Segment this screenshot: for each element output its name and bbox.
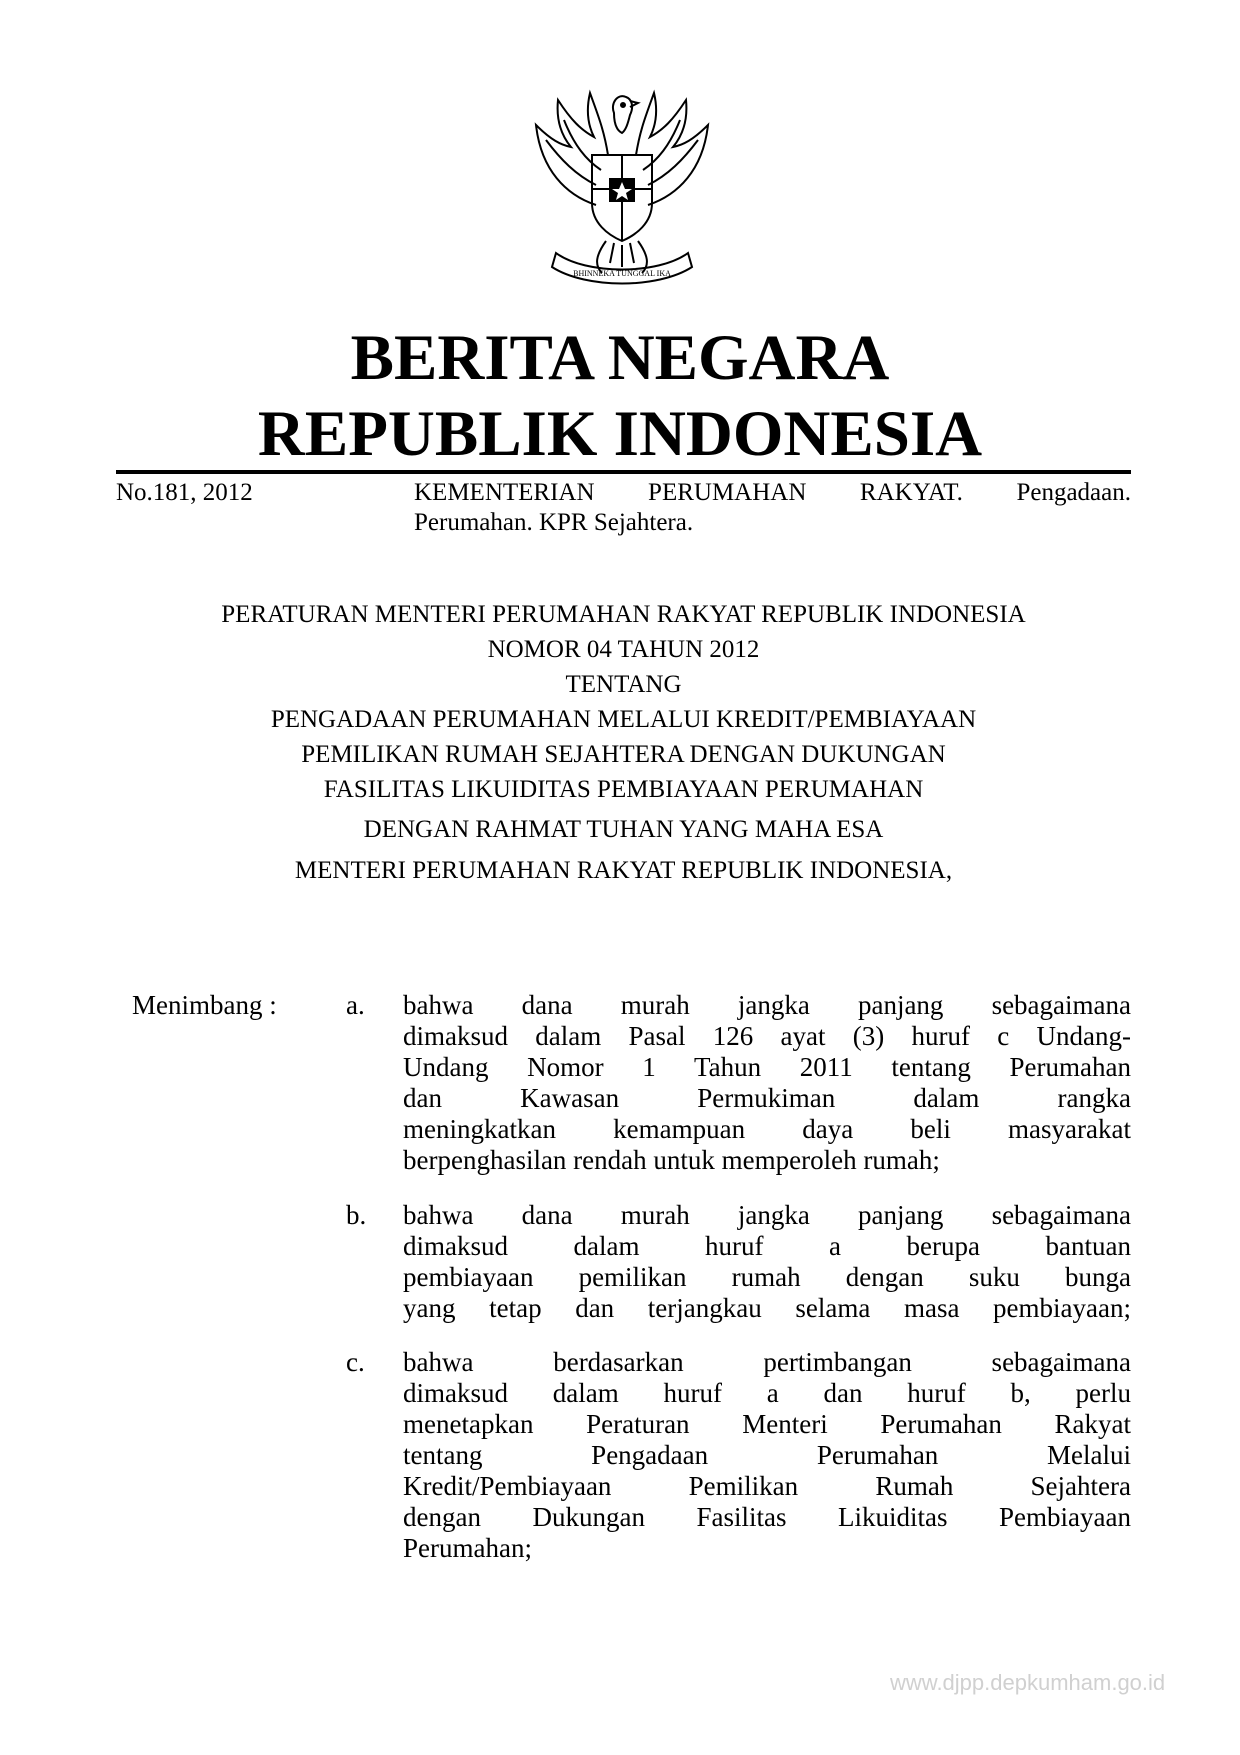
gazette-summary xyxy=(414,478,1131,538)
item-line: bahwa dana murah jangka panjang sebagaimana xyxy=(403,990,1131,1020)
summary-line: KEMENTERIAN PERUMAHAN RAKYAT. Pengadaan. xyxy=(414,479,1131,506)
consideration-item xyxy=(403,990,1131,1176)
gazette-subtitle: REPUBLIK INDONESIA xyxy=(257,398,983,470)
gazette-number: No.181, 2012 xyxy=(116,479,253,506)
consideration-item xyxy=(403,1200,1131,1324)
header-divider xyxy=(116,470,1131,474)
item-line: bahwa berdasarkan pertimbangan sebagaimana xyxy=(403,1347,1131,1377)
regulation-title xyxy=(116,597,1131,888)
item-line: dimaksud dalam huruf a dan huruf b, perlu xyxy=(403,1378,1131,1408)
item-line: meningkatkan kemampuan daya beli masyarakat xyxy=(403,1114,1131,1144)
title-line: PEMILIKAN RUMAH SEJAHTERA DENGAN DUKUNGAN xyxy=(301,741,946,768)
item-letter: b. xyxy=(346,1200,367,1230)
item-line: Perumahan; xyxy=(403,1533,532,1563)
summary-line: Perumahan. KPR Sejahtera. xyxy=(414,509,694,536)
item-line: Undang Nomor 1 Tahun 2011 tentang Perumahan xyxy=(403,1052,1131,1082)
item-line: pembiayaan pemilikan rumah dengan suku bunga xyxy=(403,1262,1131,1292)
gazette-title: BERITA NEGARA xyxy=(350,322,890,394)
item-line: berpenghasilan rendah untuk memperoleh rumah; xyxy=(403,1145,940,1175)
item-line: bahwa dana murah jangka panjang sebagaimana xyxy=(403,1200,1131,1230)
item-letter: a. xyxy=(346,990,365,1020)
item-line: Kredit/Pembiayaan Pemilikan Rumah Sejahtera xyxy=(403,1471,1131,1501)
title-line: TENTANG xyxy=(565,671,682,698)
item-line: dimaksud dalam Pasal 126 ayat (3) huruf c Undang- xyxy=(403,1021,1131,1051)
invocation: DENGAN RAHMAT TUHAN YANG MAHA ESA xyxy=(363,816,884,843)
consideration-item xyxy=(403,1347,1131,1564)
item-line: yang tetap dan terjangkau selama masa pembiayaan; xyxy=(403,1293,1131,1323)
item-line: menetapkan Peraturan Menteri Perumahan Rakyat xyxy=(403,1409,1131,1439)
issuer: MENTERI PERUMAHAN RAKYAT REPUBLIK INDONESIA, xyxy=(294,857,953,884)
title-line: FASILITAS LIKUIDITAS PEMBIAYAAN PERUMAHAN xyxy=(323,776,924,803)
watermark-url: www.djpp.depkumham.go.id xyxy=(890,1670,1166,1695)
item-line: dengan Dukungan Fasilitas Likuiditas Pembiayaan xyxy=(403,1502,1131,1532)
garuda-emblem-icon xyxy=(526,85,718,295)
emblem-motto: BHINNEKA TUNGGAL IKA xyxy=(573,269,671,278)
item-letter: c. xyxy=(346,1347,365,1377)
considerations-label: Menimbang : xyxy=(132,990,277,1020)
item-line: tentang Pengadaan Perumahan Melalui xyxy=(403,1440,1131,1470)
title-line: PERATURAN MENTERI PERUMAHAN RAKYAT REPUBLIK INDONESIA xyxy=(221,601,1026,628)
title-line: PENGADAAN PERUMAHAN MELALUI KREDIT/PEMBIAYAAN xyxy=(270,706,977,733)
item-line: dimaksud dalam huruf a berupa bantuan xyxy=(403,1231,1131,1261)
title-line: NOMOR 04 TAHUN 2012 xyxy=(487,636,760,663)
item-line: dan Kawasan Permukiman dalam rangka xyxy=(403,1083,1131,1113)
